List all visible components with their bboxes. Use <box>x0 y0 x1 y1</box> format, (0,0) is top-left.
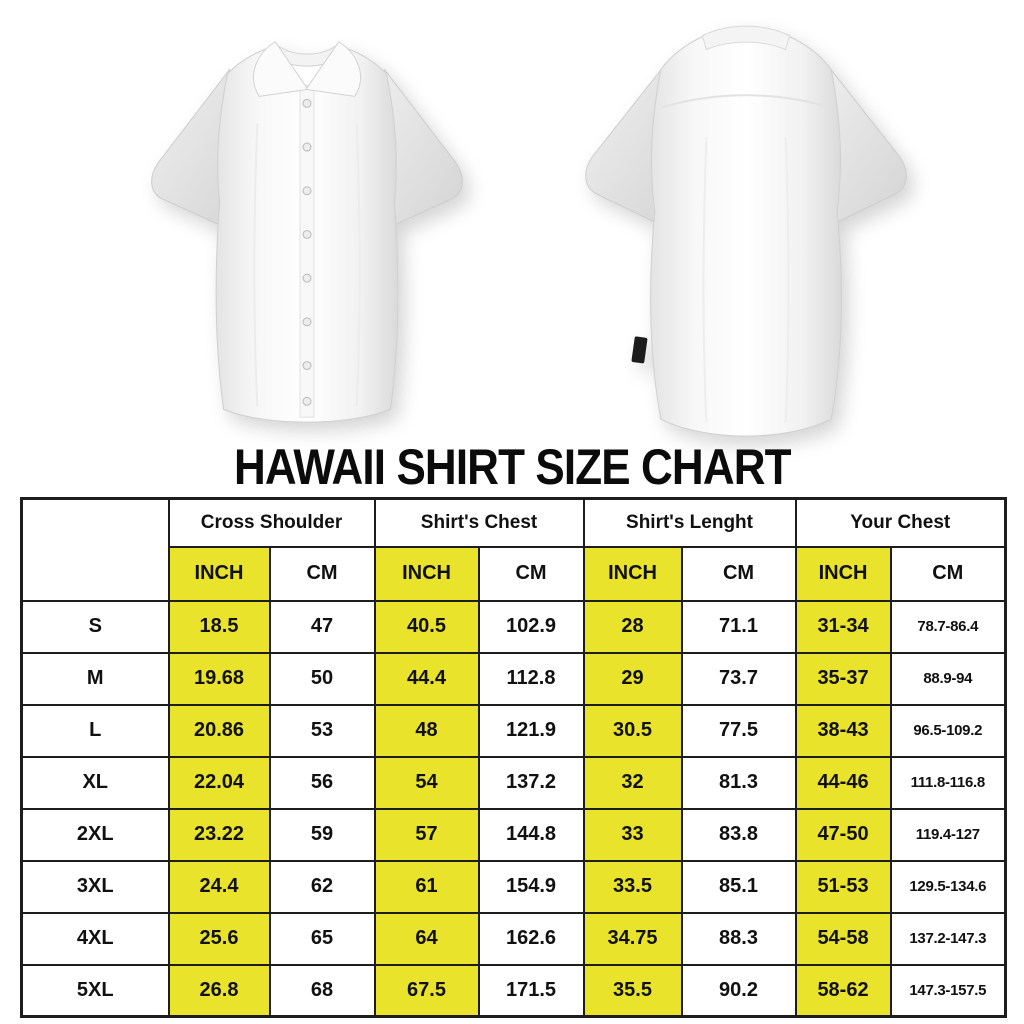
size-label: 4XL <box>22 913 169 965</box>
cell-value: 25.6 <box>169 913 270 965</box>
size-label: M <box>22 653 169 705</box>
cell-value: 62 <box>270 861 375 913</box>
unit-header-inch: INCH <box>169 547 270 601</box>
table-row-l <box>22 705 1006 757</box>
cell-value: 83.8 <box>682 809 796 861</box>
cell-value: 147.3-157.5 <box>891 965 1006 1017</box>
cell-value: 171.5 <box>479 965 584 1017</box>
cell-value: 48 <box>375 705 479 757</box>
back-torso <box>651 27 842 436</box>
cell-value: 111.8-116.8 <box>891 757 1006 809</box>
cell-value: 26.8 <box>169 965 270 1017</box>
cell-value: 54-58 <box>796 913 891 965</box>
col-group-cross-shoulder: Cross Shoulder <box>169 499 375 547</box>
cell-value: 29 <box>584 653 682 705</box>
size-label: 3XL <box>22 861 169 913</box>
cell-value: 24.4 <box>169 861 270 913</box>
unit-header-cm: CM <box>891 547 1006 601</box>
cell-value: 137.2 <box>479 757 584 809</box>
cell-value: 57 <box>375 809 479 861</box>
cell-value: 33.5 <box>584 861 682 913</box>
cell-value: 59 <box>270 809 375 861</box>
table-row-5xl <box>22 965 1006 1017</box>
cell-value: 67.5 <box>375 965 479 1017</box>
size-label: L <box>22 705 169 757</box>
cell-value: 144.8 <box>479 809 584 861</box>
size-label: S <box>22 601 169 653</box>
cell-value: 50 <box>270 653 375 705</box>
table-row-2xl <box>22 809 1006 861</box>
cell-value: 71.1 <box>682 601 796 653</box>
cell-value: 61 <box>375 861 479 913</box>
cell-value: 121.9 <box>479 705 584 757</box>
cell-value: 30.5 <box>584 705 682 757</box>
cell-value: 78.7-86.4 <box>891 601 1006 653</box>
cell-value: 68 <box>270 965 375 1017</box>
cell-value: 22.04 <box>169 757 270 809</box>
cell-value: 90.2 <box>682 965 796 1017</box>
cell-value: 40.5 <box>375 601 479 653</box>
corner-cell <box>22 499 169 601</box>
cell-value: 162.6 <box>479 913 584 965</box>
col-group-your-chest: Your Chest <box>796 499 1006 547</box>
col-group-shirts-chest: Shirt's Chest <box>375 499 584 547</box>
cell-value: 56 <box>270 757 375 809</box>
cell-value: 35.5 <box>584 965 682 1017</box>
cell-value: 88.3 <box>682 913 796 965</box>
page-title: HAWAII SHIRT SIZE CHART <box>233 439 791 495</box>
unit-header-cm: CM <box>682 547 796 601</box>
cell-value: 96.5-109.2 <box>891 705 1006 757</box>
cell-value: 20.86 <box>169 705 270 757</box>
cell-value: 23.22 <box>169 809 270 861</box>
cell-value: 32 <box>584 757 682 809</box>
shirt-front-image <box>92 4 522 446</box>
unit-header-inch: INCH <box>584 547 682 601</box>
table-row-m <box>22 653 1006 705</box>
cell-value: 18.5 <box>169 601 270 653</box>
shirt-back-image <box>534 8 958 444</box>
table-row-xl <box>22 757 1006 809</box>
cell-value: 47 <box>270 601 375 653</box>
cell-value: 58-62 <box>796 965 891 1017</box>
cell-value: 154.9 <box>479 861 584 913</box>
cell-value: 19.68 <box>169 653 270 705</box>
shirt-photos <box>0 0 1024 446</box>
cell-value: 73.7 <box>682 653 796 705</box>
cell-value: 88.9-94 <box>891 653 1006 705</box>
cell-value: 137.2-147.3 <box>891 913 1006 965</box>
size-label: XL <box>22 757 169 809</box>
cell-value: 112.8 <box>479 653 584 705</box>
cell-value: 119.4-127 <box>891 809 1006 861</box>
table-row-4xl <box>22 913 1006 965</box>
back-hem-tag <box>631 336 647 363</box>
cell-value: 54 <box>375 757 479 809</box>
cell-value: 35-37 <box>796 653 891 705</box>
unit-header-inch: INCH <box>375 547 479 601</box>
unit-header-inch: INCH <box>796 547 891 601</box>
col-group-shirts-lenght: Shirt's Lenght <box>584 499 796 547</box>
cell-value: 44.4 <box>375 653 479 705</box>
cell-value: 85.1 <box>682 861 796 913</box>
size-label: 2XL <box>22 809 169 861</box>
cell-value: 31-34 <box>796 601 891 653</box>
cell-value: 51-53 <box>796 861 891 913</box>
cell-value: 38-43 <box>796 705 891 757</box>
table-row-3xl <box>22 861 1006 913</box>
size-chart-table <box>20 497 1007 1018</box>
cell-value: 34.75 <box>584 913 682 965</box>
cell-value: 81.3 <box>682 757 796 809</box>
table-row-s <box>22 601 1006 653</box>
cell-value: 129.5-134.6 <box>891 861 1006 913</box>
cell-value: 33 <box>584 809 682 861</box>
cell-value: 77.5 <box>682 705 796 757</box>
cell-value: 53 <box>270 705 375 757</box>
size-label: 5XL <box>22 965 169 1017</box>
cell-value: 64 <box>375 913 479 965</box>
unit-header-cm: CM <box>479 547 584 601</box>
cell-value: 28 <box>584 601 682 653</box>
cell-value: 102.9 <box>479 601 584 653</box>
unit-header-cm: CM <box>270 547 375 601</box>
cell-value: 65 <box>270 913 375 965</box>
cell-value: 44-46 <box>796 757 891 809</box>
cell-value: 47-50 <box>796 809 891 861</box>
